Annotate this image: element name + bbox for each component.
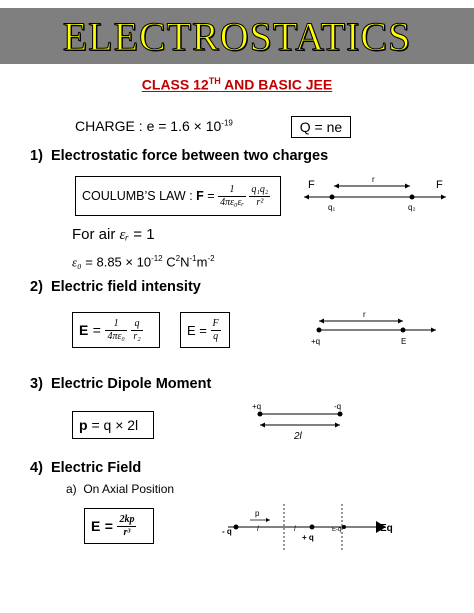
air-value: = 1 [133, 226, 155, 243]
air-text: For air [72, 226, 116, 243]
title-banner [0, 8, 474, 64]
fraction-denominator: r² [256, 196, 264, 208]
field-force-box [180, 312, 230, 348]
charge-label: +q [311, 337, 321, 346]
section-2-heading [30, 279, 201, 295]
distance-label: r [363, 310, 366, 319]
unit-m-exp: -2 [207, 254, 215, 263]
field-point [342, 525, 346, 529]
minus-charge [234, 525, 239, 530]
subsection-number: a) [66, 482, 77, 496]
arrowhead-right [405, 184, 410, 189]
equals-sign: = [199, 322, 207, 338]
section-label: Electric Dipole Moment [50, 376, 212, 392]
field-symbol: E [187, 322, 196, 338]
fraction-numerator: 1 [105, 318, 126, 331]
source-charge [317, 328, 322, 333]
force-left-label: F [308, 179, 315, 191]
fraction-constant [218, 184, 246, 209]
section-label: Electric field intensity [50, 279, 201, 295]
q1-label: q₁ [328, 203, 336, 212]
epsilon-line [72, 254, 215, 270]
arrowhead-left [319, 319, 324, 324]
arrowhead-right [335, 423, 340, 428]
subtitle-class: CLASS 12 [141, 76, 209, 93]
subtitle-suffix: AND BASIC JEE [220, 76, 333, 93]
dipole-figure [248, 398, 358, 444]
unit-n: N [180, 254, 190, 270]
arrowhead-left [260, 423, 265, 428]
fraction-denominator: 4πε₀ [107, 330, 125, 342]
charge-q1 [330, 195, 335, 200]
section-number: 4) [30, 460, 43, 476]
fraction-charges [249, 184, 270, 209]
epsilon-value: = 8.85 × 10 [85, 254, 152, 270]
fraction-numerator: F [212, 317, 219, 329]
force-arrow-left [304, 195, 309, 200]
subtitle-sup: TH [208, 76, 221, 86]
subsection-label: On Axial Position [83, 482, 175, 496]
epsilon-r: εᵣ [119, 227, 130, 243]
epsilon-exp: -12 [151, 254, 163, 263]
field-formula-box [72, 312, 160, 348]
charge-text: CHARGE : e = 1.6 × 10 [75, 118, 222, 134]
coulomb-law-box [75, 176, 281, 216]
fraction-numerator: q [131, 318, 142, 331]
field-point-label: E [401, 337, 407, 346]
equals-sign: = [104, 518, 113, 534]
force-right-label: F [436, 179, 443, 191]
plus-charge-label: + q [302, 533, 314, 542]
unit-n-exp: -1 [189, 254, 197, 263]
axial-formula-box [84, 508, 154, 544]
equals-sign: = [92, 322, 101, 338]
dipole-moment-label: p [255, 509, 260, 518]
minus-charge [338, 412, 343, 417]
subsection-a [66, 482, 174, 496]
fraction-charge [131, 318, 142, 343]
fraction-numerator: 1 [218, 184, 246, 197]
charge-q2 [410, 195, 415, 200]
axis-arrowhead [431, 328, 436, 333]
section-number: 2) [30, 279, 43, 295]
half-length-left: l [257, 526, 259, 533]
field-label: Eq [380, 523, 393, 534]
q2-label: q₂ [408, 203, 416, 212]
section-label: Electric Field [50, 460, 142, 476]
fraction-denominator: r³ [123, 526, 131, 538]
minus-charge-label: - q [222, 527, 232, 536]
force-symbol: F [196, 189, 204, 203]
axial-field-figure [222, 500, 398, 554]
field-symbol: E [91, 518, 101, 534]
unit-m: m [196, 254, 208, 270]
charge-exp: -19 [221, 118, 233, 128]
plus-charge [258, 412, 263, 417]
charge-box-text: Q = ne [299, 119, 343, 135]
unit-c: C [162, 254, 176, 270]
minus-charge-label: -q [334, 402, 342, 411]
field-point-figure [305, 305, 440, 349]
charge-line [75, 118, 233, 134]
section-3-heading [30, 376, 211, 392]
length-label: 2l [294, 431, 302, 442]
fraction-force-charge [211, 318, 221, 343]
force-arrow-right [441, 195, 446, 200]
coulomb-label: COULUMB’S LAW : [82, 189, 193, 203]
fraction-numerator: q₁q₂ [251, 183, 269, 195]
field-point [401, 328, 406, 333]
fraction-denominator: q [213, 330, 219, 342]
dipole-arrowhead [266, 518, 270, 522]
plus-charge [310, 525, 315, 530]
section-number: 1) [30, 148, 43, 164]
page-title: ELECTROSTATICS [62, 13, 412, 59]
subtitle [0, 76, 474, 93]
fraction-axial [117, 514, 136, 539]
dipole-value: = q × 2l [91, 417, 139, 433]
arrowhead-right [398, 319, 403, 324]
equals-sign: = [207, 189, 215, 203]
section-number: 3) [30, 376, 43, 392]
unit-c-exp: 2 [175, 254, 181, 263]
fraction-denominator: r₂ [133, 330, 141, 342]
air-line [72, 226, 155, 244]
section-1-heading [30, 148, 328, 164]
plus-charge-label: +q [252, 402, 262, 411]
arrowhead-left [334, 184, 339, 189]
fraction-constant [105, 318, 126, 343]
epsilon-zero: ε₀ [72, 254, 82, 270]
dipole-symbol: p [79, 417, 88, 433]
fraction-denominator: 4πε₀εᵣ [220, 196, 244, 208]
distance-label: r [372, 175, 375, 184]
field-symbol: E [79, 322, 89, 338]
section-4-heading [30, 460, 141, 476]
dipole-formula-box [72, 411, 154, 439]
section-label: Electrostatic force between two charges [50, 148, 329, 164]
field-minus-label: E-q [332, 527, 342, 533]
charge-box [291, 116, 351, 138]
fraction-numerator: 2kp [119, 513, 135, 525]
two-charges-figure [300, 170, 450, 214]
half-length-right: l [294, 526, 296, 533]
